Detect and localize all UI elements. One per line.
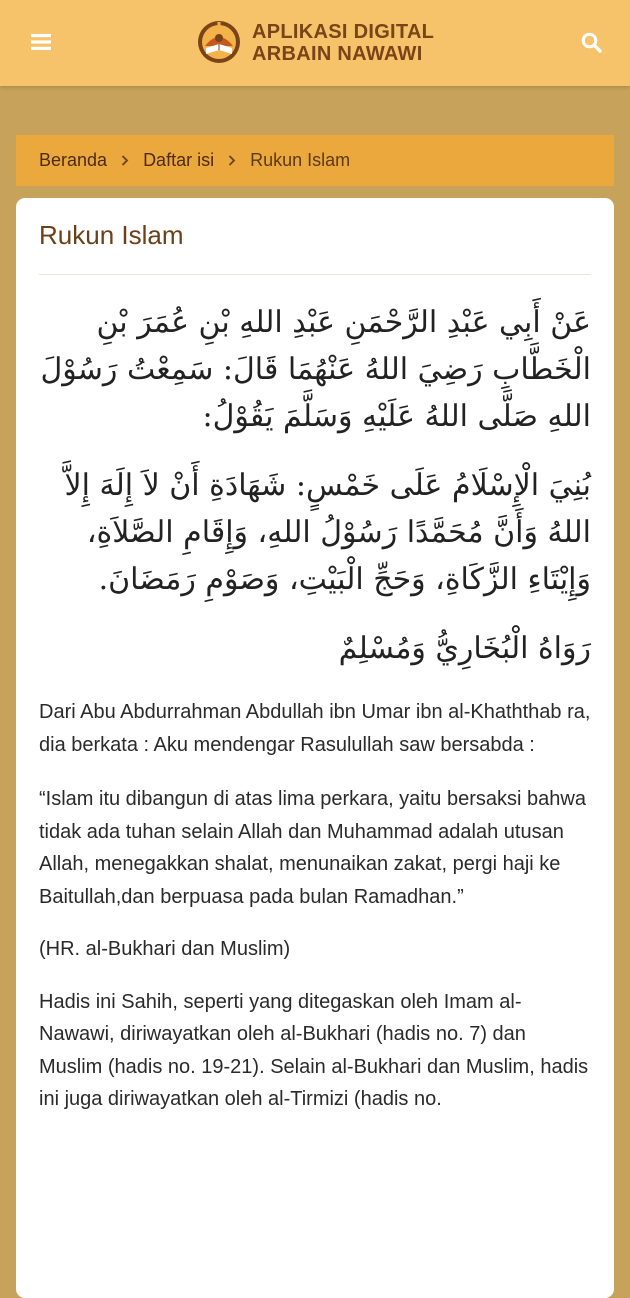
- app-brand[interactable]: [196, 15, 434, 71]
- app-logo-icon: [196, 18, 242, 68]
- hamburger-menu-icon: [31, 33, 51, 51]
- breadcrumb: [16, 135, 614, 186]
- hadith-source: (HR. al-Bukhari dan Muslim): [39, 938, 291, 960]
- arabic-text-narration: رَوَاهُ الْبُخَارِيُّ وَمُسْلِمٌ: [338, 631, 591, 666]
- chevron-right-icon: [121, 155, 129, 166]
- article-title: Rukun Islam: [39, 220, 184, 250]
- menu-button[interactable]: [26, 27, 56, 57]
- chevron-right-icon: [228, 155, 236, 166]
- search-button[interactable]: [576, 27, 606, 57]
- app-title-line2: ARBAIN NAWAWI: [252, 43, 423, 65]
- app-header: [0, 0, 630, 86]
- app-title-line1: APLIKASI DIGITAL: [252, 21, 435, 43]
- arabic-text-opening: عَنْ أَبِي عَبْدِ الرَّحْمَنِ عَبْدِ اللهِ بْنِ عُمَرَ بْنِ الْخَطَّابِ رَضِيَ اللهُ عَنْهُمَا قَالَ: سَمِعْتُ رَسُوْلَ اللهِ صَلَّى اللهُ عَلَيْهِ وَسَلَّمَ يَقُوْلُ:: [40, 305, 591, 434]
- article-card: [16, 198, 614, 1298]
- breadcrumb-home-link[interactable]: Beranda: [39, 150, 108, 170]
- translation-hadith: “Islam itu dibangun di atas lima perkara, yaitu bersaksi bahwa tidak ada tuhan selain Allah dan Muhammad adalah utusan Allah, menegakkan shalat, menunaikan zakat, pergi haji ke Baitullah,dan berpuasa pada bulan Ramadhan.”: [39, 788, 586, 908]
- breadcrumb-contents-link[interactable]: Daftar isi: [143, 150, 215, 170]
- breadcrumb-current: Rukun Islam: [250, 150, 351, 170]
- app-title: [252, 21, 434, 65]
- arabic-text-hadith: بُنِيَ الْإِسْلَامُ عَلَى خَمْسٍ: شَهَادَةِ أَنْ لاَ إِلَهَ إِلاَّ اللهُ وَأَنَّ مُحَمَّدًا رَسُوْلُ اللهِ، وَإِقَامِ الصَّلاَةِ، وَإِيْتَاءِ الزَّكَاةِ، وَحَجِّ الْبَيْتِ، وَصَوْمِ رَمَضَانَ.: [64, 468, 591, 597]
- title-divider: [39, 274, 591, 275]
- hadith-commentary: Hadis ini Sahih, seperti yang ditegaskan oleh Imam al-Nawawi, diriwayatkan oleh al-Bukhari (hadis no. 7) dan Muslim (hadis no. 19-21). Selain al-Bukhari dan Muslim, hadis ini juga diriwayatkan oleh al-Tirmizi (hadis no.: [39, 990, 589, 1110]
- translation-intro: Dari Abu Abdurrahman Abdullah ibn Umar ibn al-Khaththab ra, dia berkata : Aku mendengar Rasulullah saw bersabda :: [39, 701, 591, 756]
- search-icon: [581, 32, 602, 53]
